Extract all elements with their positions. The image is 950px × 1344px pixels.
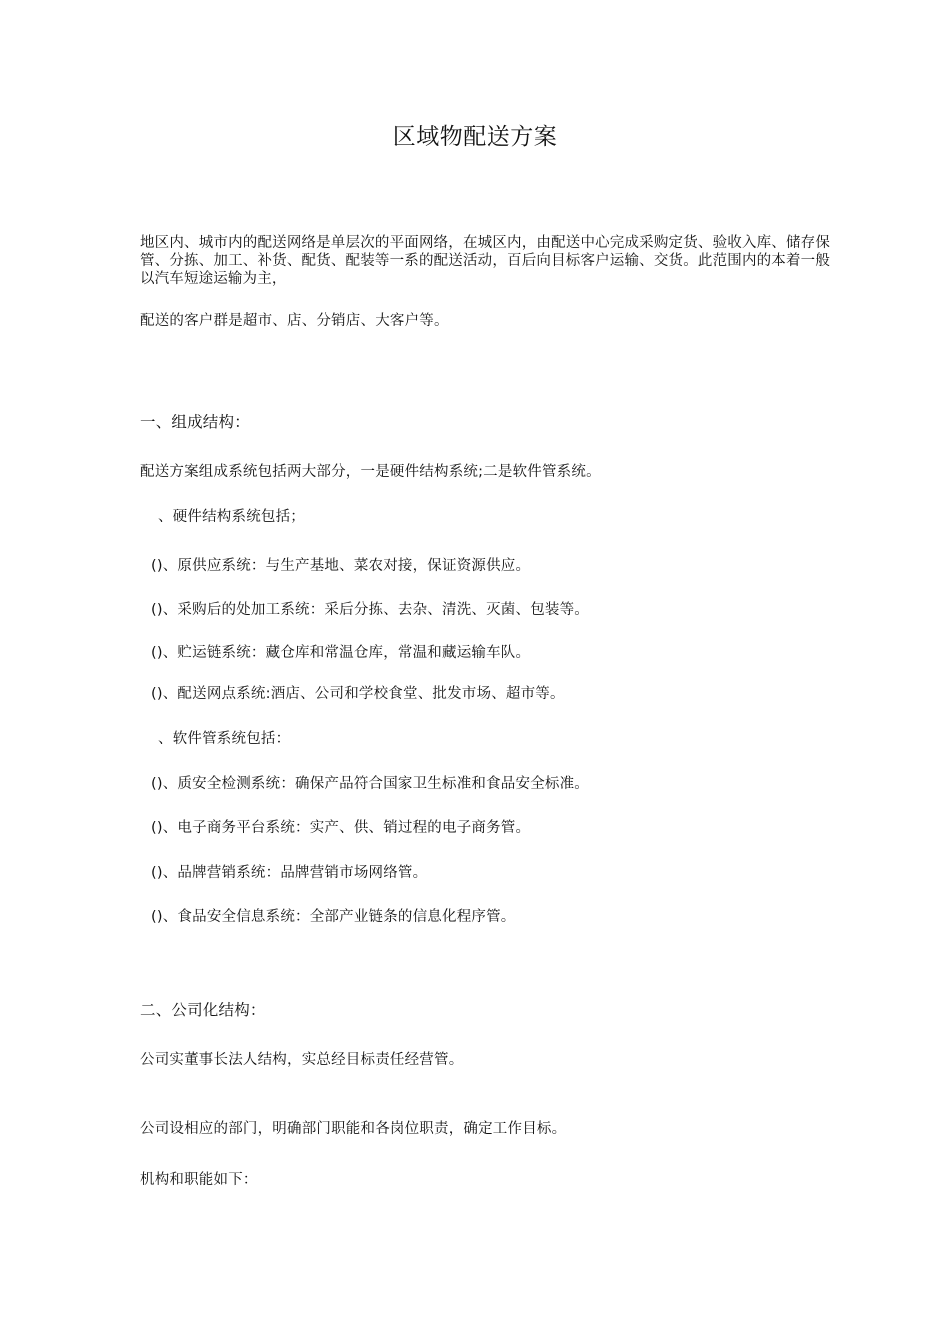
section-2-line: 公司实董事长法人结构，实总经目标责任经营管。: [140, 1052, 464, 1068]
hardware-item: ()、原供应系统：与生产基地、菜农对接，保证资源供应。: [151, 558, 531, 574]
section-1-heading: 一、组成结构：: [140, 413, 250, 431]
customer-groups-line: 配送的客户群是超市、店、分销店、大客户等。: [140, 313, 449, 329]
document-title: 区域物配送方案: [392, 124, 558, 150]
software-item: ()、食品安全信息系统：全部产业链条的信息化程序管。: [151, 909, 516, 925]
intro-paragraph: 地区内、城市内的配送网络是单层次的平面网络，在城区内，由配送中心完成采购定货、验收入库、储存保管、分拣、加工、补货、配货、配装等一系的配送活动，百后向目标客户运输、交货。此范围内的本着一般以汽车短途运输为主，: [140, 235, 830, 288]
software-item: ()、品牌营销系统：品牌营销市场网络管。: [151, 865, 428, 881]
section-2-line: 机构和职能如下：: [140, 1172, 258, 1188]
hardware-heading: 、硬件结构系统包括；: [158, 509, 305, 525]
software-item: ()、质安全检测系统：确保产品符合国家卫生标准和食品安全标准。: [151, 776, 590, 792]
software-heading: 、软件管系统包括：: [158, 731, 291, 747]
section-2-heading: 二、公司化结构：: [140, 1001, 266, 1019]
section-1-summary: 配送方案组成系统包括两大部分，一是硬件结构系统;二是软件管系统。: [140, 464, 601, 480]
hardware-item: ()、采购后的处加工系统：采后分拣、去杂、清洗、灭菌、包装等。: [151, 602, 590, 618]
hardware-item: ()、贮运链系统：藏仓库和常温仓库，常温和藏运输车队。: [151, 645, 531, 661]
software-item: ()、电子商务平台系统：实产、供、销过程的电子商务管。: [151, 820, 531, 836]
hardware-item: ()、配送网点系统:酒店、公司和学校食堂、批发市场、超市等。: [151, 686, 565, 702]
section-2-line: 公司设相应的部门，明确部门职能和各岗位职责，确定工作目标。: [140, 1121, 567, 1137]
